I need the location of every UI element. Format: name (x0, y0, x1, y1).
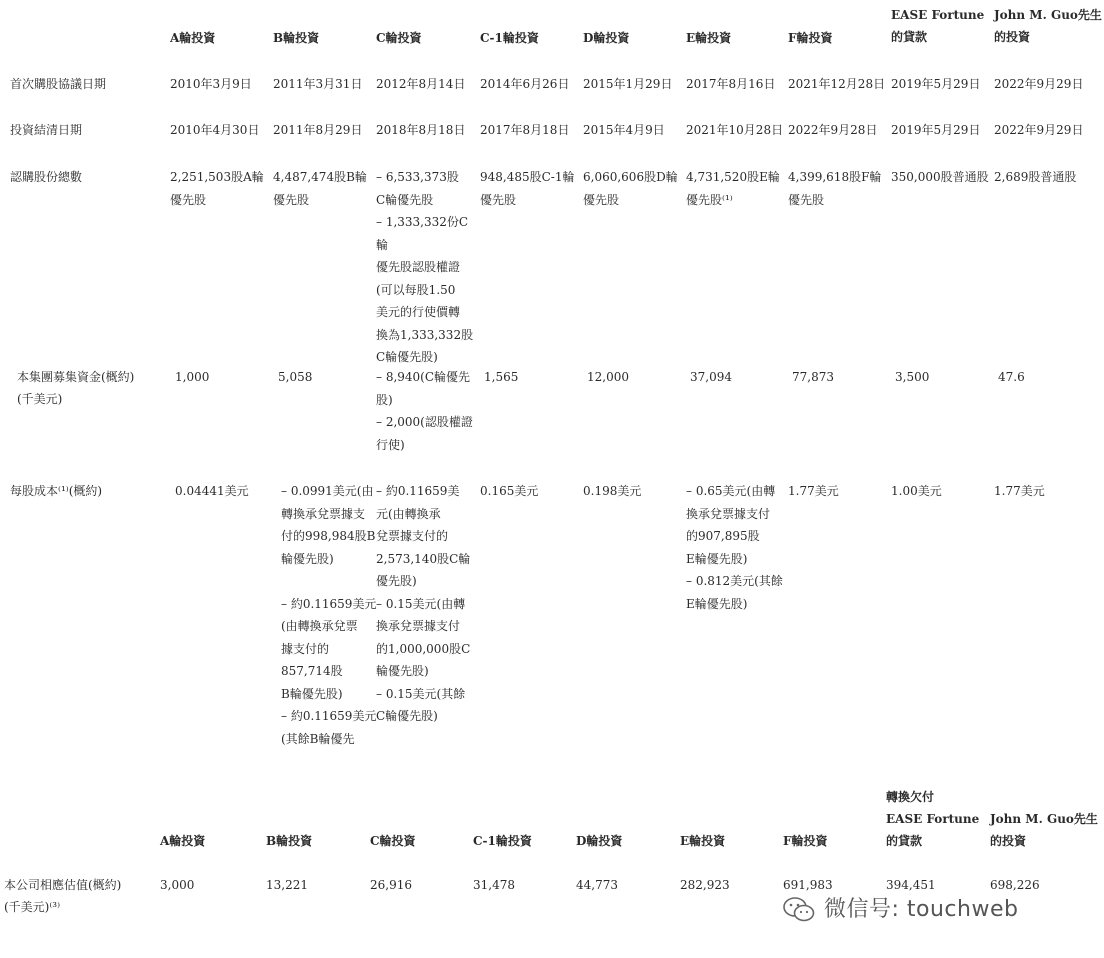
table-cell: 2022年9月29日 (994, 123, 1084, 137)
row-label: 首次購股協議日期 (10, 77, 107, 91)
table-cell: 44,773 (576, 878, 618, 892)
watermark (782, 893, 1052, 927)
column-header: F輪投資 (788, 31, 833, 45)
table-cell: 37,094 (690, 370, 732, 384)
table-cell: 2012年8月14日 (376, 77, 466, 91)
table-cell: 0.165美元 (480, 484, 539, 498)
table-cell: 2021年12月28日 (788, 77, 886, 91)
watermark-text: 微信号: touchweb (824, 897, 1019, 922)
table-cell: 2015年1月29日 (583, 77, 673, 91)
column-header: D輪投資 (576, 834, 623, 848)
table-cell: 4,487,474股B輪 優先股 (273, 170, 367, 207)
table-cell: 6,060,606股D輪 優先股 (583, 170, 678, 207)
table-cell: 2018年8月18日 (376, 123, 466, 137)
table-cell: 2011年8月29日 (273, 123, 363, 137)
table-cell: 77,873 (792, 370, 834, 384)
table-cell: – 8,940(C輪優先 股) – 2,000(認股權證 行使) (376, 370, 473, 452)
table-cell: 2011年3月31日 (273, 77, 363, 91)
table-cell: 3,000 (160, 878, 195, 892)
table-cell: 5,058 (278, 370, 313, 384)
table-cell: 2,251,503股A輪 優先股 (170, 170, 264, 207)
table-cell: – 0.65美元(由轉 換承兌票據支付 的907,895股 E輪優先股) – 0.812美元(其餘 E輪優先股) (686, 484, 783, 611)
table-cell: 2017年8月16日 (686, 77, 776, 91)
wechat-icon (782, 895, 816, 925)
column-header: John M. Guo先生 的投資 (990, 812, 1098, 848)
table-cell: 13,221 (266, 878, 308, 892)
table-cell: 2015年4月9日 (583, 123, 665, 137)
row-label: 認購股份總數 (10, 170, 83, 184)
column-header: C輪投資 (370, 834, 416, 848)
row-label: 本公司相應估值(概約) (千美元)⁽³⁾ (4, 878, 122, 914)
column-header: C輪投資 (376, 31, 422, 45)
column-header: D輪投資 (583, 31, 630, 45)
table-cell: 2021年10月28日 (686, 123, 784, 137)
table-cell: 0.198美元 (583, 484, 642, 498)
table-cell: 1,565 (484, 370, 519, 384)
table-cell: 2019年5月29日 (891, 123, 981, 137)
table-cell: 1.77美元 (994, 484, 1045, 498)
row-label: 投資結清日期 (10, 123, 83, 137)
table-cell: 282,923 (680, 878, 730, 892)
table-cell: 12,000 (587, 370, 629, 384)
column-header: John M. Guo先生 的投資 (994, 8, 1102, 44)
column-header: B輪投資 (273, 31, 320, 45)
column-header: B輪投資 (266, 834, 313, 848)
column-header: E輪投資 (680, 834, 726, 848)
table-cell: 2010年4月30日 (170, 123, 260, 137)
table-cell: 47.6 (998, 370, 1025, 384)
table-cell: – 6,533,373股 C輪優先股 – 1,333,332份C輪 優先股認股權證 (可以每股1.50 美元的行使價轉 換為1,333,332股 C輪優先股) (376, 170, 474, 364)
column-header: C-1輪投資 (480, 31, 539, 45)
table-cell: – 0.0991美元(由 轉換承兌票據支 付的998,984股B 輪優先股) – 約0.11659美元 (由轉換承兌票 據支付的 857,714股 B輪優先股) – 約0.11659美元 (其餘B輪優先 (281, 484, 377, 746)
table-cell: – 約0.11659美 元(由轉換承 兌票據支付的 2,573,140股C輪 優先股) – 0.15美元(由轉 換承兌票據支付 的1,000,000股C 輪優先股) – 0.15美元(其餘 C輪優先股) (376, 484, 471, 723)
table-cell: 698,226 (990, 878, 1040, 892)
table-cell: 2019年5月29日 (891, 77, 981, 91)
table-cell: 394,451 (886, 878, 936, 892)
column-header: 轉換欠付 EASE Fortune 的貸款 (886, 790, 980, 848)
row-label: 每股成本⁽¹⁾(概約) (10, 484, 103, 498)
table-cell: 691,983 (783, 878, 833, 892)
table-cell: 350,000股普通股 (891, 170, 989, 184)
table-cell: 2022年9月29日 (994, 77, 1084, 91)
table-cell: 2022年9月28日 (788, 123, 878, 137)
table-cell: 2017年8月18日 (480, 123, 570, 137)
table-cell: 2010年3月9日 (170, 77, 252, 91)
row-label: 本集團募集資金(概約) (千美元) (17, 370, 135, 406)
column-header: A輪投資 (170, 31, 216, 45)
table-cell: 2,689股普通股 (994, 170, 1077, 184)
column-header: A輪投資 (160, 834, 206, 848)
column-header: E輪投資 (686, 31, 732, 45)
column-header: EASE Fortune 的貸款 (891, 8, 985, 44)
table-cell: 4,399,618股F輪 優先股 (788, 170, 882, 207)
table-cell: 1.00美元 (891, 484, 942, 498)
table-cell: 1.77美元 (788, 484, 839, 498)
table-cell: 948,485股C-1輪 優先股 (480, 170, 575, 207)
table-cell: 1,000 (175, 370, 210, 384)
table-cell: 3,500 (895, 370, 930, 384)
table-cell: 31,478 (473, 878, 515, 892)
table-cell: 0.04441美元 (175, 484, 249, 498)
table-cell: 4,731,520股E輪 優先股⁽¹⁾ (686, 170, 780, 207)
table-cell: 26,916 (370, 878, 412, 892)
column-header: C-1輪投資 (473, 834, 532, 848)
table-cell: 2014年6月26日 (480, 77, 570, 91)
column-header: F輪投資 (783, 834, 828, 848)
